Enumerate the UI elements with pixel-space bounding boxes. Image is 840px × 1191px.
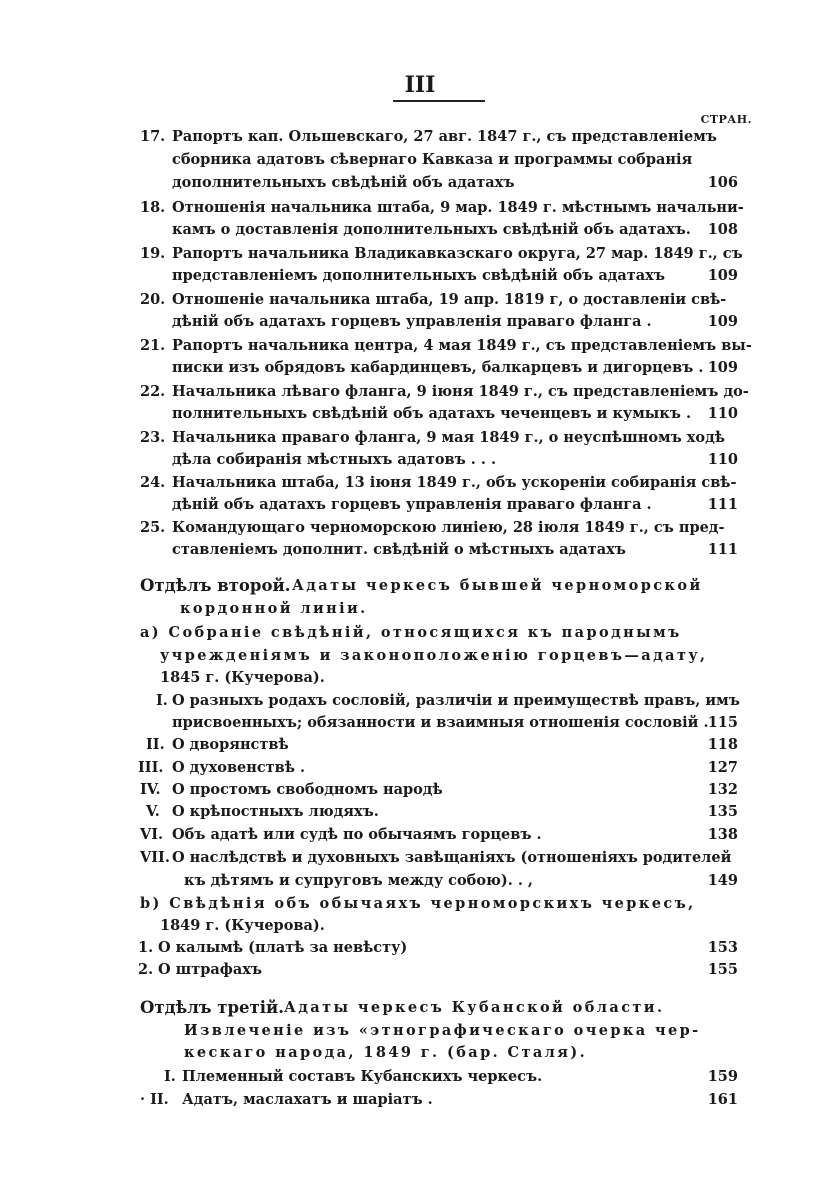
section-2-heading (0, 575, 840, 597)
toc-text: 21. (140, 337, 166, 354)
page-ref: 106 (707, 174, 738, 191)
toc-text: сборника адатовъ сѣвернаго Кавказа и программы собранія (172, 151, 693, 168)
section-2-item-1 (0, 690, 840, 712)
toc-text: IV. (140, 781, 161, 798)
toc-text: О духовенствѣ . (172, 759, 306, 776)
toc-text: Рапортъ начальника центра, 4 мая 1849 г., съ представленіемъ вы- (172, 337, 752, 354)
toc-text: V. (146, 803, 160, 820)
page-ref: 138 (707, 826, 738, 843)
toc-text: 1845 г. (Кучерова). (160, 669, 325, 686)
entry-25 (0, 517, 840, 539)
toc-line (0, 667, 840, 689)
page-number-roman: III (404, 72, 436, 98)
toc-text: камъ о доставленія дополнительныхъ свѣдѣній объ адатахъ. (172, 221, 691, 238)
toc-text: полнительныхъ свѣдѣній объ адатахъ чеченцевъ и кумыкъ . (172, 405, 692, 422)
toc-text: Адаты черкесъ бывшей черноморской (292, 577, 703, 594)
page-ref: 108 (707, 221, 738, 238)
section-2-item-4 (0, 779, 840, 801)
toc-text: III. (138, 759, 164, 776)
toc-text: VII. (140, 849, 170, 866)
toc-text: 2. (138, 961, 154, 978)
toc-text: дополнительныхъ свѣдѣній объ адатахъ (172, 174, 515, 191)
toc-text: О разныхъ родахъ сословій, различіи и преимуществѣ правъ, имъ (172, 692, 740, 709)
toc-text: Отдѣлъ третій. (140, 998, 284, 1017)
page-column-label: СТРАН. (700, 113, 752, 126)
section-3-item-2 (0, 1089, 840, 1111)
page-ref: 127 (707, 759, 738, 776)
page-ref: 132 (707, 781, 738, 798)
toc-line (0, 870, 840, 892)
toc-text: писки изъ обрядовъ кабардинцевъ, балкарцевъ и дигорцевъ . (172, 359, 704, 376)
toc-text: кордонной линіи. (180, 600, 368, 617)
toc-text: Адаты черкесъ Кубанской области. (284, 999, 665, 1016)
page-ref: 153 (707, 939, 738, 956)
entry-24 (0, 472, 840, 494)
toc-text: 22. (140, 383, 166, 400)
page-ref: 115 (707, 714, 738, 731)
toc-text: 19. (140, 245, 166, 262)
toc-text: Извлеченіе изъ «этнографическаго очерка чер- (184, 1022, 701, 1039)
toc-line (0, 915, 840, 937)
subsection-a (0, 622, 840, 644)
toc-text: 1. (138, 939, 154, 956)
toc-text: представленіемъ дополнительныхъ свѣдѣній объ адатахъ (172, 267, 665, 284)
toc-text: Отношенія начальника штаба, 9 мар. 1849 г. мѣстнымъ начальни- (172, 199, 744, 216)
toc-text: Начальника штаба, 13 іюня 1849 г., объ ускореніи собиранія свѣ- (172, 474, 737, 491)
entry-17 (0, 126, 840, 148)
toc-text: 18. (140, 199, 166, 216)
toc-text: О наслѣдствѣ и духовныхъ завѣщаніяхъ (отношеніяхъ родителей (172, 849, 732, 866)
section-2-item-7 (0, 847, 840, 869)
toc-text: дѣній объ адатахъ горцевъ управленія праваго фланга . (172, 313, 652, 330)
toc-text: I. (156, 692, 168, 709)
toc-text: дѣній объ адатахъ горцевъ управленія праваго фланга . (172, 496, 652, 513)
section-2-item-5 (0, 801, 840, 823)
page-ref: 110 (707, 451, 738, 468)
section-2-item-6 (0, 824, 840, 846)
toc-text: кескаго народа, 1849 г. (бар. Сталя). (184, 1044, 588, 1061)
page-ref: 111 (707, 496, 738, 513)
toc-text: О простомъ свободномъ народѣ (172, 781, 443, 798)
toc-text: дѣла собиранія мѣстныхъ адатовъ . . . (172, 451, 497, 468)
page-ref: 111 (707, 541, 738, 558)
toc-text: О штрафахъ (158, 961, 263, 978)
toc-line (0, 311, 840, 333)
toc-text: Рапортъ кап. Ольшевскаго, 27 авг. 1847 г., съ представленіемъ (172, 128, 717, 145)
toc-line (0, 539, 840, 561)
toc-line (0, 645, 840, 667)
toc-text: 25. (140, 519, 166, 536)
toc-text: Объ адатѣ или судѣ по обычаямъ горцевъ . (172, 826, 542, 843)
toc-line (0, 357, 840, 379)
page-ref: 110 (707, 405, 738, 422)
toc-text: Отношеніе начальника штаба, 19 апр. 1819 г, о доставленіи свѣ- (172, 291, 727, 308)
toc-text: ставленіемъ дополнит. свѣдѣній о мѣстныхъ адатахъ (172, 541, 626, 558)
entry-20 (0, 289, 840, 311)
toc-text: Начальника лѣваго фланга, 9 іюня 1849 г., съ представленіемъ до- (172, 383, 749, 400)
section-2-b-item-2 (0, 959, 840, 981)
toc-text: · II. (140, 1091, 169, 1108)
page-ref: 109 (707, 267, 738, 284)
entry-21 (0, 335, 840, 357)
toc-line (0, 172, 840, 194)
entry-18 (0, 197, 840, 219)
toc-line (0, 449, 840, 471)
toc-line (0, 1042, 840, 1064)
toc-line (0, 712, 840, 734)
toc-text: Племенный составъ Кубанскихъ черкесъ. (182, 1068, 543, 1085)
toc-text: Отдѣлъ второй. (140, 576, 291, 595)
toc-text: къ дѣтямъ и супруговъ между собою). . , (184, 872, 533, 889)
toc-line (0, 265, 840, 287)
section-3-heading (0, 997, 840, 1019)
toc-line (0, 219, 840, 241)
section-2-item-2 (0, 734, 840, 756)
page-ref: 135 (707, 803, 738, 820)
toc-text: 24. (140, 474, 166, 491)
section-2-b-item-1 (0, 937, 840, 959)
page-ref: 109 (707, 359, 738, 376)
page-ref: 155 (707, 961, 738, 978)
toc-text: II. (146, 736, 165, 753)
toc-line (0, 494, 840, 516)
toc-text: учрежденіямъ и законоположенію горцевъ—адату, (160, 647, 708, 664)
toc-text: VI. (140, 826, 164, 843)
toc-text: Адатъ, маслахатъ и шаріатъ . (182, 1091, 433, 1108)
toc-text: Рапортъ начальника Владикавказскаго округа, 27 мар. 1849 г., съ (172, 245, 743, 262)
header-rule (393, 100, 485, 102)
entry-22 (0, 381, 840, 403)
toc-text: О дворянствѣ (172, 736, 289, 753)
toc-text: 17. (140, 128, 166, 145)
toc-text: О калымѣ (платѣ за невѣсту) (158, 939, 408, 956)
section-2-item-3 (0, 757, 840, 779)
toc-text: 1849 г. (Кучерова). (160, 917, 325, 934)
toc-text: 20. (140, 291, 166, 308)
page-ref: 118 (707, 736, 738, 753)
page-ref: 159 (707, 1068, 738, 1085)
toc-text: О крѣпостныхъ людяхъ. (172, 803, 379, 820)
page-ref: 161 (707, 1091, 738, 1108)
toc-text: Командующаго черноморскою линіею, 28 іюля 1849 г., съ пред- (172, 519, 725, 536)
toc-line (0, 149, 840, 171)
toc-text: I. (164, 1068, 176, 1085)
toc-line (0, 598, 840, 620)
toc-text: а) Собраніе свѣдѣній, относящихся къ пароднымъ (140, 624, 682, 641)
toc-text: 23. (140, 429, 166, 446)
section-3-item-1 (0, 1066, 840, 1088)
toc-text: присвоенныхъ; обязанности и взаимныя отношенія сословій . (172, 714, 709, 731)
page-ref: 109 (707, 313, 738, 330)
toc-text: Начальника праваго фланга, 9 мая 1849 г., о неуспѣшномъ ходѣ (172, 429, 725, 446)
toc-line (0, 403, 840, 425)
page-ref: 149 (707, 872, 738, 889)
entry-19 (0, 243, 840, 265)
entry-23 (0, 427, 840, 449)
toc-line (0, 1020, 840, 1042)
subsection-b (0, 893, 840, 915)
toc-text: b) Свѣдѣнія объ обычаяхъ черноморскихъ черкесъ, (140, 895, 696, 912)
